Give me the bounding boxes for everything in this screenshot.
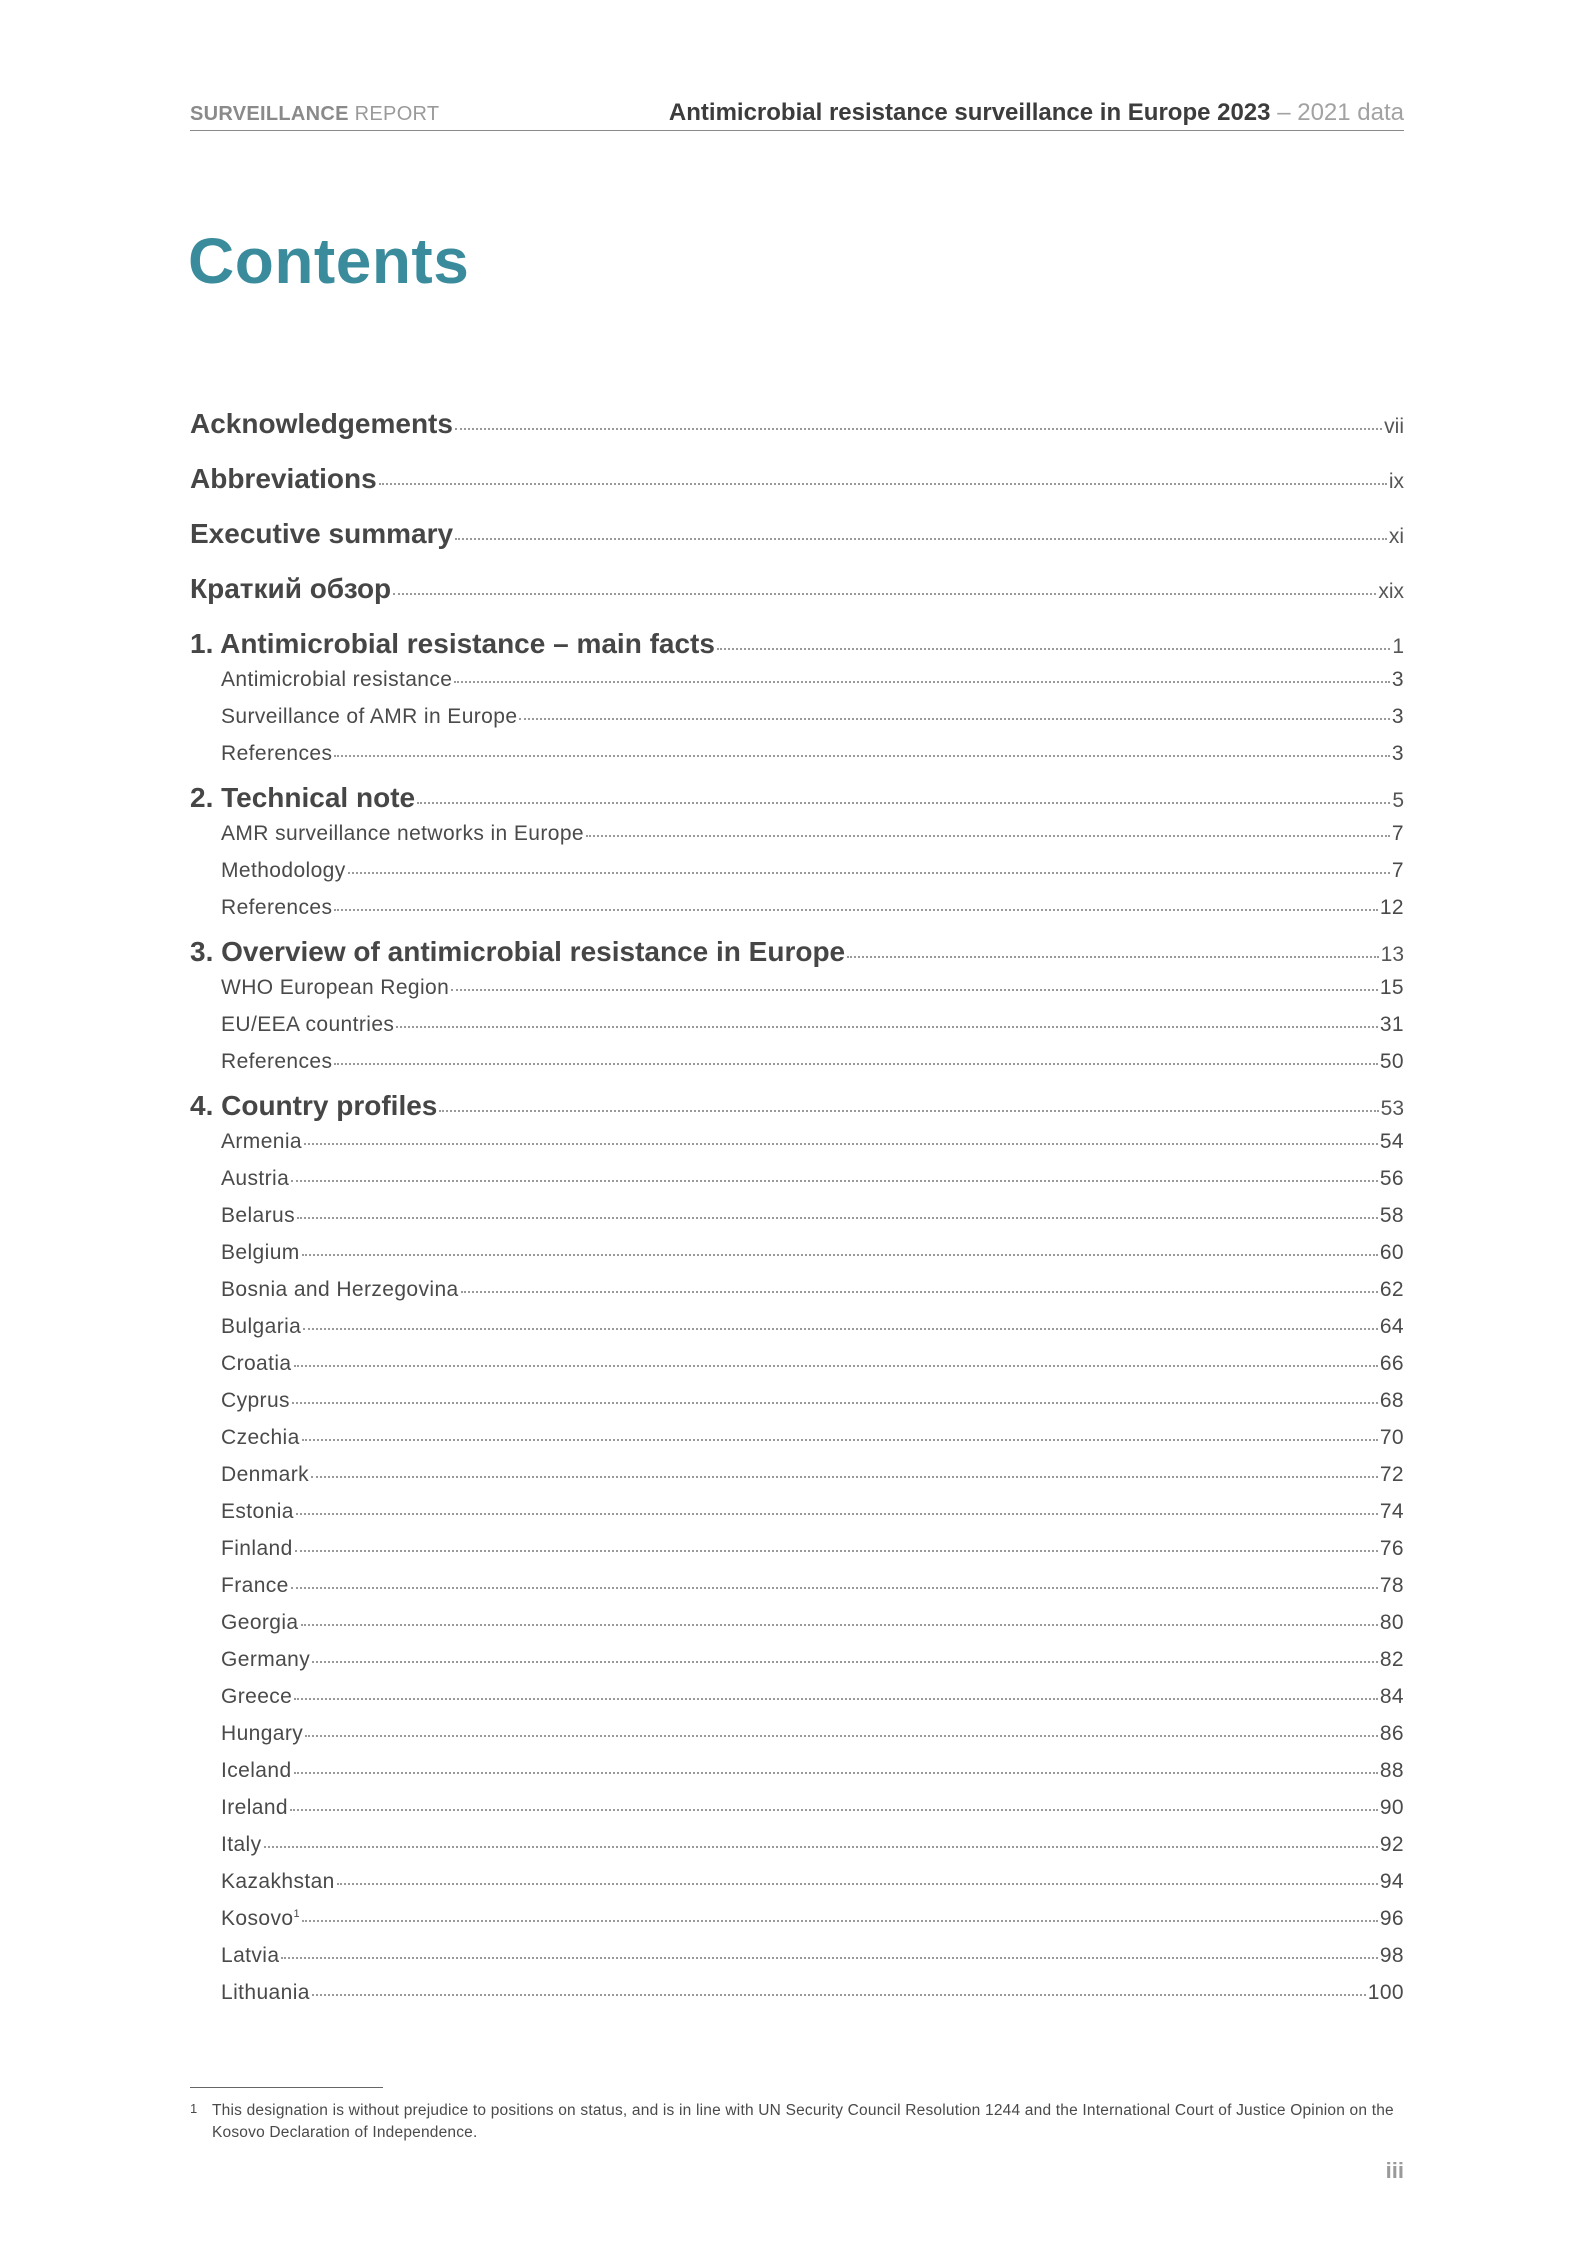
toc-entry-text: Kazakhstan xyxy=(221,1870,335,1893)
page-number: iii xyxy=(1385,2158,1404,2183)
toc-sub-entry[interactable] xyxy=(190,1833,1404,1870)
toc-sub-entry[interactable] xyxy=(190,668,1404,705)
toc-sub-entry[interactable] xyxy=(190,1278,1404,1315)
toc-entry-text: References xyxy=(221,1050,333,1073)
toc-entry-label xyxy=(221,742,332,766)
series-strong: SURVEILLANCE xyxy=(190,103,349,125)
toc-entry-text: References xyxy=(221,742,333,765)
toc-entry-label xyxy=(221,705,517,729)
toc-page-number: 96 xyxy=(1379,1907,1404,1930)
toc-page-number: 7 xyxy=(1391,822,1404,845)
toc-page-number: 88 xyxy=(1379,1759,1404,1782)
toc-page-number: 90 xyxy=(1379,1796,1404,1819)
toc-page-number: 100 xyxy=(1367,1981,1404,2004)
dot-leader xyxy=(455,538,1387,540)
toc-sub-entry[interactable] xyxy=(190,705,1404,742)
dot-leader xyxy=(396,1026,1378,1028)
toc-entry-text: Kosovo xyxy=(221,1907,294,1930)
toc-sub-entry[interactable] xyxy=(190,1907,1404,1944)
toc-entry-text: Italy xyxy=(221,1833,262,1856)
dot-leader xyxy=(461,1291,1378,1293)
toc-entry-label xyxy=(221,1611,299,1635)
footnote-marker: 1 xyxy=(190,2101,198,2116)
toc-page-number: 72 xyxy=(1379,1463,1404,1486)
toc-sub-entry[interactable] xyxy=(190,1944,1404,1981)
toc-sub-entry[interactable] xyxy=(190,1463,1404,1500)
toc-entry-text: References xyxy=(221,896,333,919)
footnote xyxy=(190,2100,1404,2144)
toc-sub-entry[interactable] xyxy=(190,1315,1404,1352)
toc-page-number: 7 xyxy=(1391,859,1404,882)
toc-page-number: 68 xyxy=(1379,1389,1404,1412)
dot-leader xyxy=(455,428,1382,430)
toc-entry-label xyxy=(221,1944,279,1968)
toc-sub-entry[interactable] xyxy=(190,1167,1404,1204)
dot-leader xyxy=(290,1809,1378,1811)
toc-page-number: 15 xyxy=(1379,976,1404,999)
dot-leader xyxy=(301,1624,1378,1626)
toc-sub-entry[interactable] xyxy=(190,822,1404,859)
toc-entry-text: Czechia xyxy=(221,1426,300,1449)
dot-leader xyxy=(302,1254,1378,1256)
toc-page-number: 60 xyxy=(1379,1241,1404,1264)
dot-leader xyxy=(717,648,1390,650)
toc-entry-label xyxy=(221,1050,332,1074)
toc-entry-label xyxy=(221,1537,293,1561)
toc-entry-label xyxy=(221,896,332,920)
toc-entry-text: Germany xyxy=(221,1648,311,1671)
toc-sub-entry[interactable] xyxy=(190,1500,1404,1537)
toc-front-matter-entry[interactable] xyxy=(190,463,1404,518)
toc-sub-entry[interactable] xyxy=(190,1050,1404,1090)
toc-entry-text: Surveillance of AMR in Europe xyxy=(221,705,518,728)
toc-entry-text: Austria xyxy=(221,1167,290,1190)
toc-page-number: 62 xyxy=(1379,1278,1404,1301)
dot-leader xyxy=(312,1661,1378,1663)
toc-entry-label xyxy=(221,1389,290,1413)
toc-entry-label xyxy=(221,822,584,846)
dot-leader xyxy=(291,1587,1378,1589)
toc-page-number: 66 xyxy=(1379,1352,1404,1375)
toc-entry-label xyxy=(221,668,452,692)
dot-leader xyxy=(334,1063,1377,1065)
toc-entry-label xyxy=(221,1013,394,1037)
toc-page-number: 3 xyxy=(1391,668,1404,691)
toc-sub-entry[interactable] xyxy=(190,742,1404,782)
toc-entry-label xyxy=(221,1759,292,1783)
dot-leader xyxy=(281,1957,1377,1959)
toc-entry-text: Belgium xyxy=(221,1241,300,1264)
toc-entry-text: AMR surveillance networks in Europe xyxy=(221,822,584,845)
toc-page-number: ix xyxy=(1388,470,1404,493)
footnote-text: This designation is without prejudice to positions on status, and is in line with UN Security Council Resolution 1244 and the International Court of Justice Opinion on the Kosovo Declaration of Independence. xyxy=(212,2102,1394,2141)
toc-chapter-entry[interactable] xyxy=(190,628,1404,668)
toc-sub-entry[interactable] xyxy=(190,896,1404,936)
toc-page-number: 3 xyxy=(1391,705,1404,728)
toc-sub-entry[interactable] xyxy=(190,1611,1404,1648)
toc-front-matter-entry[interactable] xyxy=(190,573,1404,628)
dot-leader xyxy=(305,1735,1378,1737)
toc-entry-text: Finland xyxy=(221,1537,293,1560)
report-series-label xyxy=(190,103,439,126)
dot-leader xyxy=(294,1365,1378,1367)
toc-entry-text: Краткий обзор xyxy=(190,573,392,604)
footnote-reference[interactable]: 1 xyxy=(293,1908,300,1920)
toc-entry-label xyxy=(190,936,845,968)
toc-sub-entry[interactable] xyxy=(190,859,1404,896)
toc-sub-entry[interactable] xyxy=(190,1389,1404,1426)
dot-leader xyxy=(348,872,1390,874)
toc-entry-text: Latvia xyxy=(221,1944,280,1967)
toc-page-number: 74 xyxy=(1379,1500,1404,1523)
toc-page-number: 76 xyxy=(1379,1537,1404,1560)
toc-entry-text: WHO European Region xyxy=(221,976,450,999)
toc-sub-entry[interactable] xyxy=(190,1537,1404,1574)
toc-entry-text: Methodology xyxy=(221,859,346,882)
dot-leader xyxy=(334,909,1377,911)
toc-sub-entry[interactable] xyxy=(190,976,1404,1013)
toc-entry-text: Iceland xyxy=(221,1759,292,1782)
toc-entry-label xyxy=(221,1500,294,1524)
dot-leader xyxy=(586,835,1390,837)
dot-leader xyxy=(454,681,1390,683)
toc-entry-label xyxy=(190,782,415,814)
toc-page-number: 12 xyxy=(1379,896,1404,919)
report-title xyxy=(669,99,1404,127)
toc-page-number: 82 xyxy=(1379,1648,1404,1671)
toc-entry-label xyxy=(221,1315,301,1339)
toc-sub-entry[interactable] xyxy=(190,1870,1404,1907)
toc-chapter-entry[interactable] xyxy=(190,1090,1404,1130)
toc-front-matter-entry[interactable] xyxy=(190,408,1404,463)
toc-entry-text: EU/EEA countries xyxy=(221,1013,395,1036)
toc-entry-text: Executive summary xyxy=(190,518,454,549)
toc-page-number: 94 xyxy=(1379,1870,1404,1893)
dot-leader xyxy=(264,1846,1378,1848)
toc-entry-text: Abbreviations xyxy=(190,463,377,494)
toc-entry-label xyxy=(221,1130,302,1154)
toc-page-number: 31 xyxy=(1379,1013,1404,1036)
toc-sub-entry[interactable] xyxy=(190,1796,1404,1833)
toc-sub-entry[interactable] xyxy=(190,1013,1404,1050)
toc-sub-entry[interactable] xyxy=(190,1204,1404,1241)
toc-page-number: 70 xyxy=(1379,1426,1404,1449)
toc-entry-text: Bulgaria xyxy=(221,1315,302,1338)
toc-entry-text: Estonia xyxy=(221,1500,294,1523)
toc-chapter-entry[interactable] xyxy=(190,936,1404,976)
toc-front-matter-entry[interactable] xyxy=(190,518,1404,573)
toc-sub-entry[interactable] xyxy=(190,1241,1404,1278)
dot-leader xyxy=(379,483,1387,485)
dot-leader xyxy=(393,593,1376,595)
toc-entry-text: 4. Country profiles xyxy=(190,1090,438,1121)
toc-entry-label xyxy=(221,1167,289,1191)
toc-page-number: 86 xyxy=(1379,1722,1404,1745)
toc-entry-label xyxy=(221,1796,288,1820)
dot-leader xyxy=(417,802,1390,804)
toc-sub-entry[interactable] xyxy=(190,1130,1404,1167)
dot-leader xyxy=(311,1476,1378,1478)
toc-entry-text: 3. Overview of antimicrobial resistance in Europe xyxy=(190,936,846,967)
dot-leader xyxy=(304,1143,1378,1145)
toc-entry-text: 1. Antimicrobial resistance – main facts xyxy=(190,628,715,659)
toc-page-number: 92 xyxy=(1379,1833,1404,1856)
toc-entry-text: Antimicrobial resistance xyxy=(221,668,453,691)
toc-page-number: 84 xyxy=(1379,1685,1404,1708)
dot-leader xyxy=(519,718,1389,720)
dot-leader xyxy=(439,1110,1378,1112)
dot-leader xyxy=(334,755,1390,757)
toc-entry-label xyxy=(221,1352,292,1376)
toc-entry-label xyxy=(221,1204,295,1228)
toc-entry-label xyxy=(221,1241,300,1265)
toc-entry-label xyxy=(221,859,346,883)
toc-sub-entry[interactable] xyxy=(190,1574,1404,1611)
toc-entry-label xyxy=(190,1090,437,1122)
toc-page-number: 98 xyxy=(1379,1944,1404,1967)
toc-entry-label xyxy=(221,1981,310,2005)
footnote-rule xyxy=(190,2087,383,2088)
toc-entry-label xyxy=(221,1278,459,1302)
toc-page-number: 56 xyxy=(1379,1167,1404,1190)
toc-entry-text: Ireland xyxy=(221,1796,289,1819)
toc-page-number: 54 xyxy=(1379,1130,1404,1153)
toc-entry-label xyxy=(221,1870,335,1894)
title-separator: – xyxy=(1277,99,1291,126)
toc-entry-label xyxy=(190,463,377,495)
toc-entry-text: Acknowledgements xyxy=(190,408,453,439)
toc-page-number: 80 xyxy=(1379,1611,1404,1634)
dot-leader xyxy=(294,1698,1378,1700)
dot-leader xyxy=(302,1439,1378,1441)
toc-entry-text: Bosnia and Herzegovina xyxy=(221,1278,459,1301)
toc-sub-entry[interactable] xyxy=(190,1685,1404,1722)
toc-page-number: 3 xyxy=(1391,742,1404,765)
toc-entry-label xyxy=(190,573,391,605)
toc-entry-label xyxy=(221,1907,300,1931)
series-light: REPORT xyxy=(354,103,440,125)
dot-leader xyxy=(297,1217,1378,1219)
dot-leader xyxy=(296,1513,1378,1515)
running-header xyxy=(190,96,1404,131)
toc-entry-text: Hungary xyxy=(221,1722,304,1745)
toc-entry-label xyxy=(190,408,453,440)
toc-entry-text: Georgia xyxy=(221,1611,299,1634)
toc-entry-label xyxy=(190,628,715,660)
toc-entry-text: Armenia xyxy=(221,1130,302,1153)
toc-sub-entry[interactable] xyxy=(190,1426,1404,1463)
toc-entry-label xyxy=(221,1722,303,1746)
dot-leader xyxy=(294,1772,1378,1774)
dot-leader xyxy=(302,1920,1378,1922)
toc-page-number: 50 xyxy=(1379,1050,1404,1073)
toc-page-number: 5 xyxy=(1392,789,1404,812)
toc-page-number: 64 xyxy=(1379,1315,1404,1338)
toc-entry-text: Croatia xyxy=(221,1352,292,1375)
toc-page-number: 58 xyxy=(1379,1204,1404,1227)
toc-entry-label xyxy=(221,1574,289,1598)
toc-entry-text: Lithuania xyxy=(221,1981,310,2004)
toc-entry-text: 2. Technical note xyxy=(190,782,416,813)
toc-page-number: xix xyxy=(1378,580,1404,603)
dot-leader xyxy=(451,989,1378,991)
toc-entry-text: Denmark xyxy=(221,1463,309,1486)
dot-leader xyxy=(292,1402,1378,1404)
toc-page-number: xi xyxy=(1388,525,1404,548)
toc-entry-text: Belarus xyxy=(221,1204,296,1227)
toc-sub-entry[interactable] xyxy=(190,1352,1404,1389)
toc-entry-label xyxy=(221,1648,310,1672)
toc-entry-label xyxy=(221,1685,292,1709)
toc-entry-label xyxy=(221,1463,309,1487)
table-of-contents xyxy=(190,408,1404,2018)
toc-page-number: vii xyxy=(1384,415,1404,438)
dot-leader xyxy=(303,1328,1378,1330)
toc-chapter-entry[interactable] xyxy=(190,782,1404,822)
toc-sub-entry[interactable] xyxy=(190,1981,1404,2018)
toc-entry-label xyxy=(221,1833,262,1857)
toc-entry-label xyxy=(221,976,449,1000)
toc-sub-entry[interactable] xyxy=(190,1648,1404,1685)
report-title-text: Antimicrobial resistance surveillance in Europe 2023 xyxy=(668,99,1271,126)
data-year: 2021 data xyxy=(1297,99,1404,126)
dot-leader xyxy=(295,1550,1378,1552)
toc-entry-label xyxy=(190,518,453,550)
toc-entry-text: Cyprus xyxy=(221,1389,290,1412)
dot-leader xyxy=(312,1994,1366,1996)
toc-sub-entry[interactable] xyxy=(190,1722,1404,1759)
toc-page-number: 1 xyxy=(1392,635,1404,658)
toc-page-number: 78 xyxy=(1379,1574,1404,1597)
dot-leader xyxy=(291,1180,1378,1182)
toc-entry-label xyxy=(221,1426,300,1450)
dot-leader xyxy=(337,1883,1378,1885)
toc-page-number: 13 xyxy=(1380,943,1404,966)
toc-entry-text: France xyxy=(221,1574,289,1597)
toc-page-number: 53 xyxy=(1380,1097,1404,1120)
toc-sub-entry[interactable] xyxy=(190,1759,1404,1796)
page-title: Contents xyxy=(188,225,470,297)
toc-entry-text: Greece xyxy=(221,1685,293,1708)
dot-leader xyxy=(847,956,1379,958)
